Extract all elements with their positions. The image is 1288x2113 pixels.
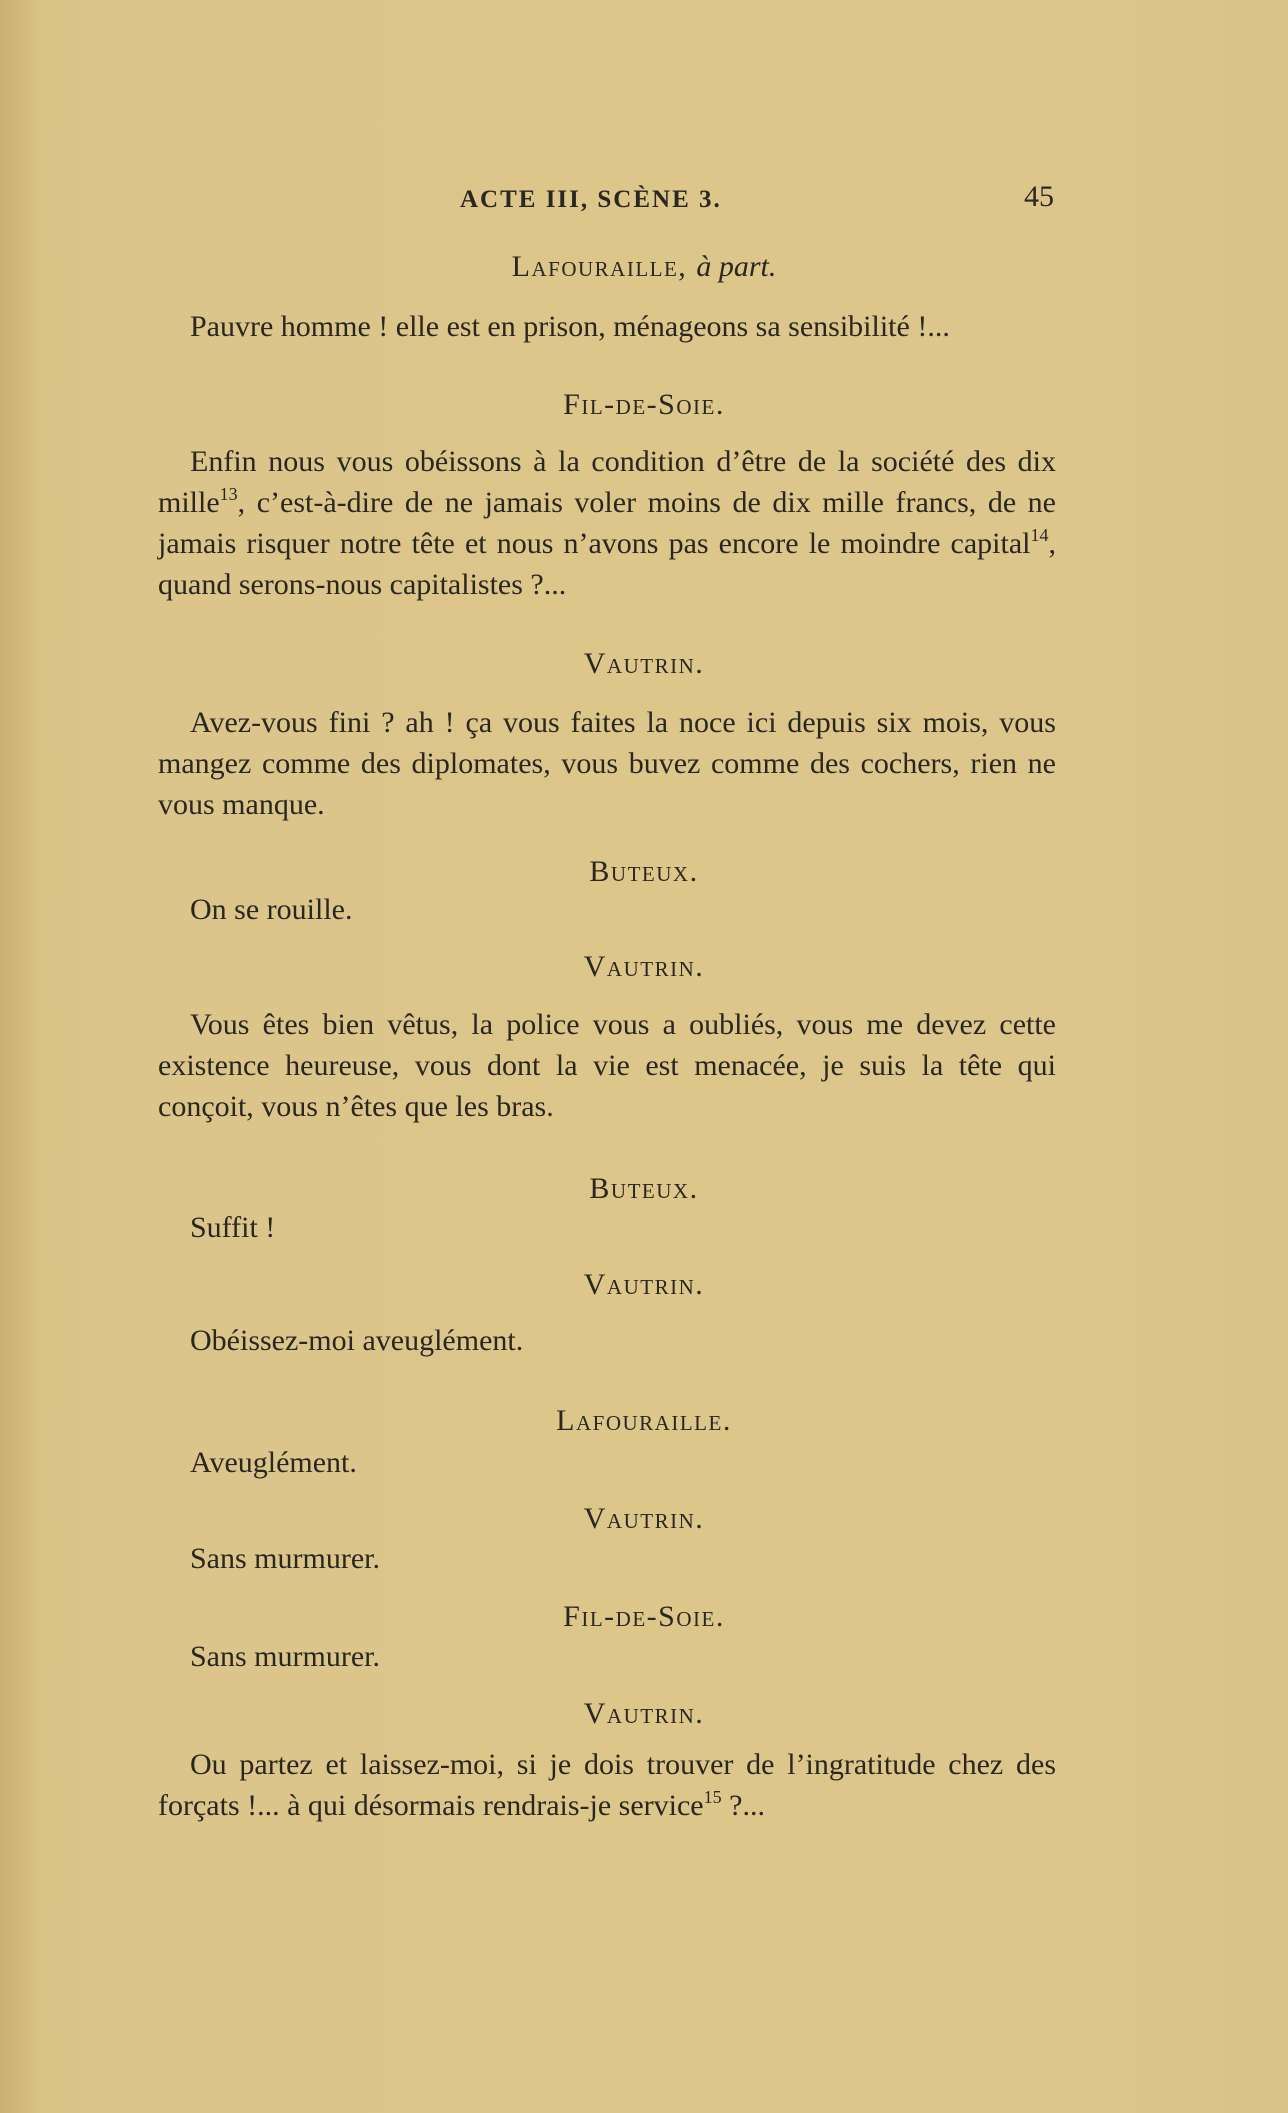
speaker-fil-de-soie: Fil-de-Soie.: [563, 1600, 725, 1633]
speaker-name: Lafouraille,: [511, 250, 688, 283]
dialogue-line: Avez-vous fini ? ah ! ça vous faites la noce ici depuis six mois, vous mangez comme des diplomates, vous buvez comme des cochers, rien ne vous manque.: [158, 706, 1056, 821]
dialogue-line: Ou partez et laissez-moi, si je dois trouver de l’ingratitude chez des forçats !... à qui désormais rendrais-je service$^{15}$ ?...: [158, 1748, 1056, 1822]
speaker-buteux: Buteux.: [589, 1172, 699, 1205]
speaker-lafouraille: Lafouraille.: [556, 1404, 732, 1437]
page-number: 45: [1024, 180, 1054, 213]
dialogue-line: Pauvre homme ! elle est en prison, ménageons sa sensibilité !...: [190, 310, 950, 343]
running-head: ACTE III, SCÈNE 3.: [460, 186, 722, 213]
speaker-vautrin: Vautrin.: [583, 950, 705, 983]
speaker-vautrin: Vautrin.: [583, 647, 705, 680]
dialogue-line: On se rouille.: [190, 893, 353, 926]
dialogue-line: Suffit !: [190, 1211, 276, 1244]
speaker-buteux: Buteux.: [589, 855, 699, 888]
dialogue-line: Enfin nous vous obéissons à la condition d’être de la société des dix mille$^{13}$, c’est-à-dire de ne jamais voler moins de dix mille francs, de ne jamais risquer notre tête et nous n’avons pas encore le moindre capital$^{14}$, quand serons-nous capitalistes ?...: [158, 445, 1056, 601]
footnote-ref: 13: [219, 484, 238, 504]
stage-direction: à part.: [696, 250, 777, 283]
speaker-lafouraille: [0, 250, 1288, 284]
footnote-ref: 15: [703, 1787, 722, 1807]
dialogue-line: Vous êtes bien vêtus, la police vous a oubliés, vous me devez cette existence heureuse, vous dont la vie est menacée, je suis la tête qui conçoit, vous n’êtes que les bras.: [158, 1008, 1056, 1123]
speaker-fil-de-soie: Fil-de-Soie.: [563, 388, 725, 421]
page-header: [0, 180, 1288, 220]
footnote-ref: 14: [1030, 525, 1049, 545]
dialogue-line: Aveuglément.: [190, 1446, 357, 1479]
speaker-vautrin: Vautrin.: [583, 1268, 705, 1301]
dialogue-line: Sans murmurer.: [190, 1542, 380, 1575]
dialogue-line: Sans murmurer.: [190, 1640, 380, 1673]
speaker-vautrin: Vautrin.: [583, 1502, 705, 1535]
speaker-vautrin: Vautrin.: [583, 1697, 705, 1730]
dialogue-line: Obéissez-moi aveuglément.: [190, 1324, 524, 1357]
